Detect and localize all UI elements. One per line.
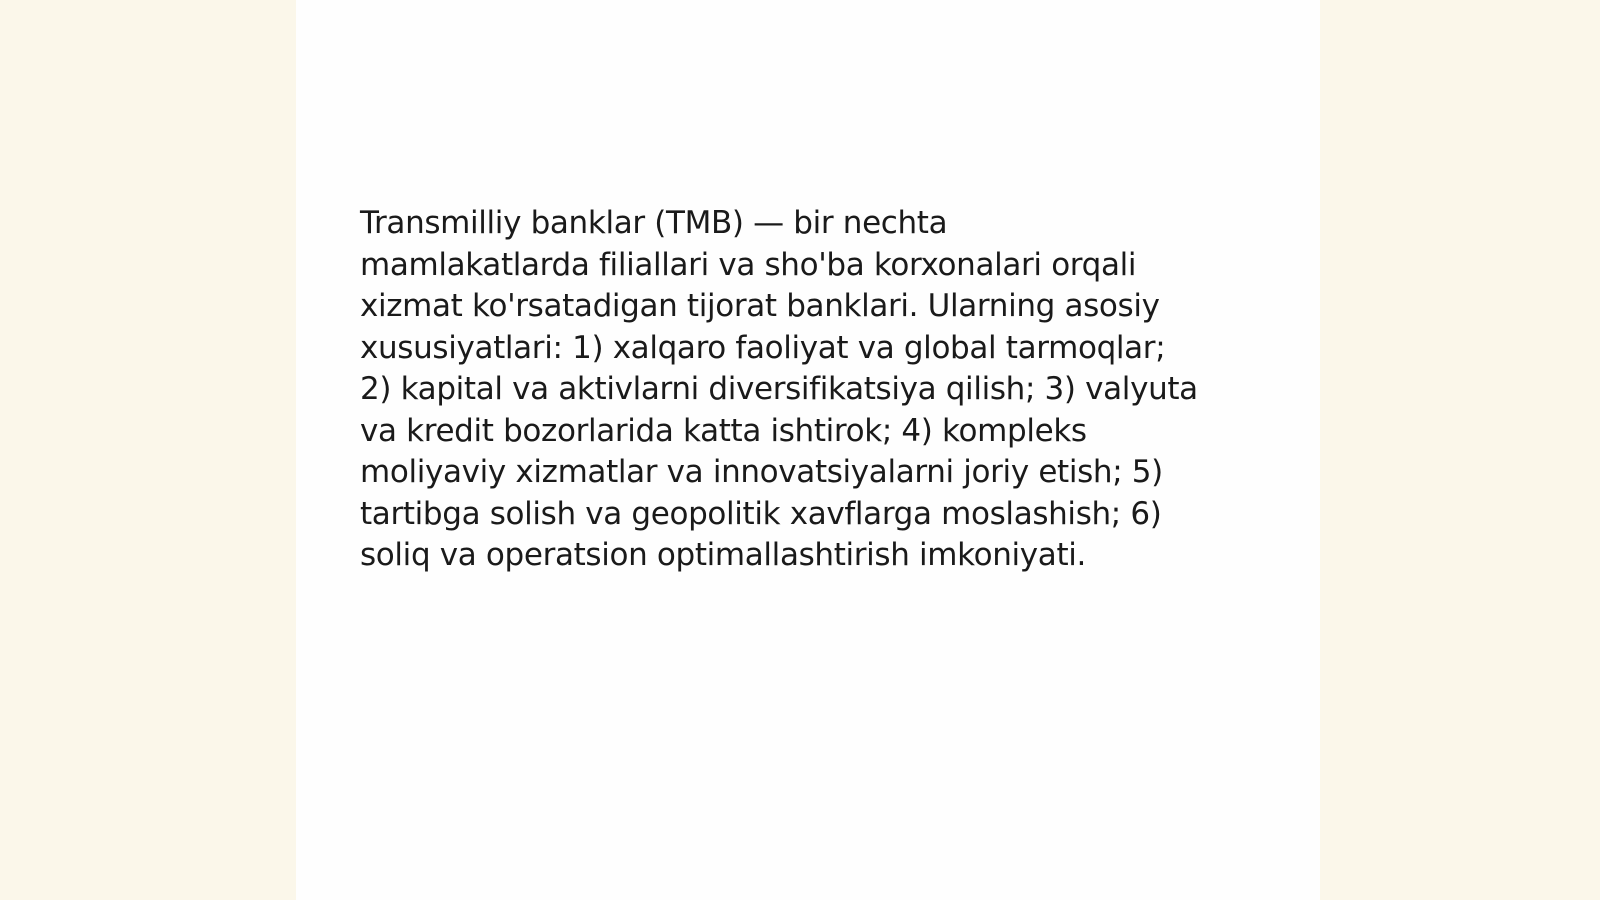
- body-text-line: 2) kapital va aktivlarni diversifikatsiya qilish; 3) valyuta: [360, 371, 1198, 407]
- body-text-line: moliyaviy xizmatlar va innovatsiyalarni joriy etish; 5): [360, 454, 1163, 490]
- body-text-line: Transmilliy banklar (TMB) — bir nechta: [360, 205, 948, 241]
- body-text-line: va kredit bozorlarida katta ishtirok; 4) kompleks: [360, 412, 1087, 449]
- body-text-line: tartibga solish va geopolitik xavflarga moslashish; 6): [360, 495, 1162, 532]
- body-text-line: xizmat ko'rsatadigan tijorat banklari. Ularning asosiy: [360, 288, 1160, 324]
- body-text-line: soliq va operatsion optimallashtirish imkoniyati.: [360, 537, 1087, 573]
- body-text-line: xususiyatlari: 1) xalqaro faoliyat va global tarmoqlar;: [360, 329, 1166, 366]
- body-text-line: mamlakatlarda filiallari va sho'ba korxonalari orqali: [360, 246, 1137, 283]
- body-paragraph: [360, 203, 1250, 577]
